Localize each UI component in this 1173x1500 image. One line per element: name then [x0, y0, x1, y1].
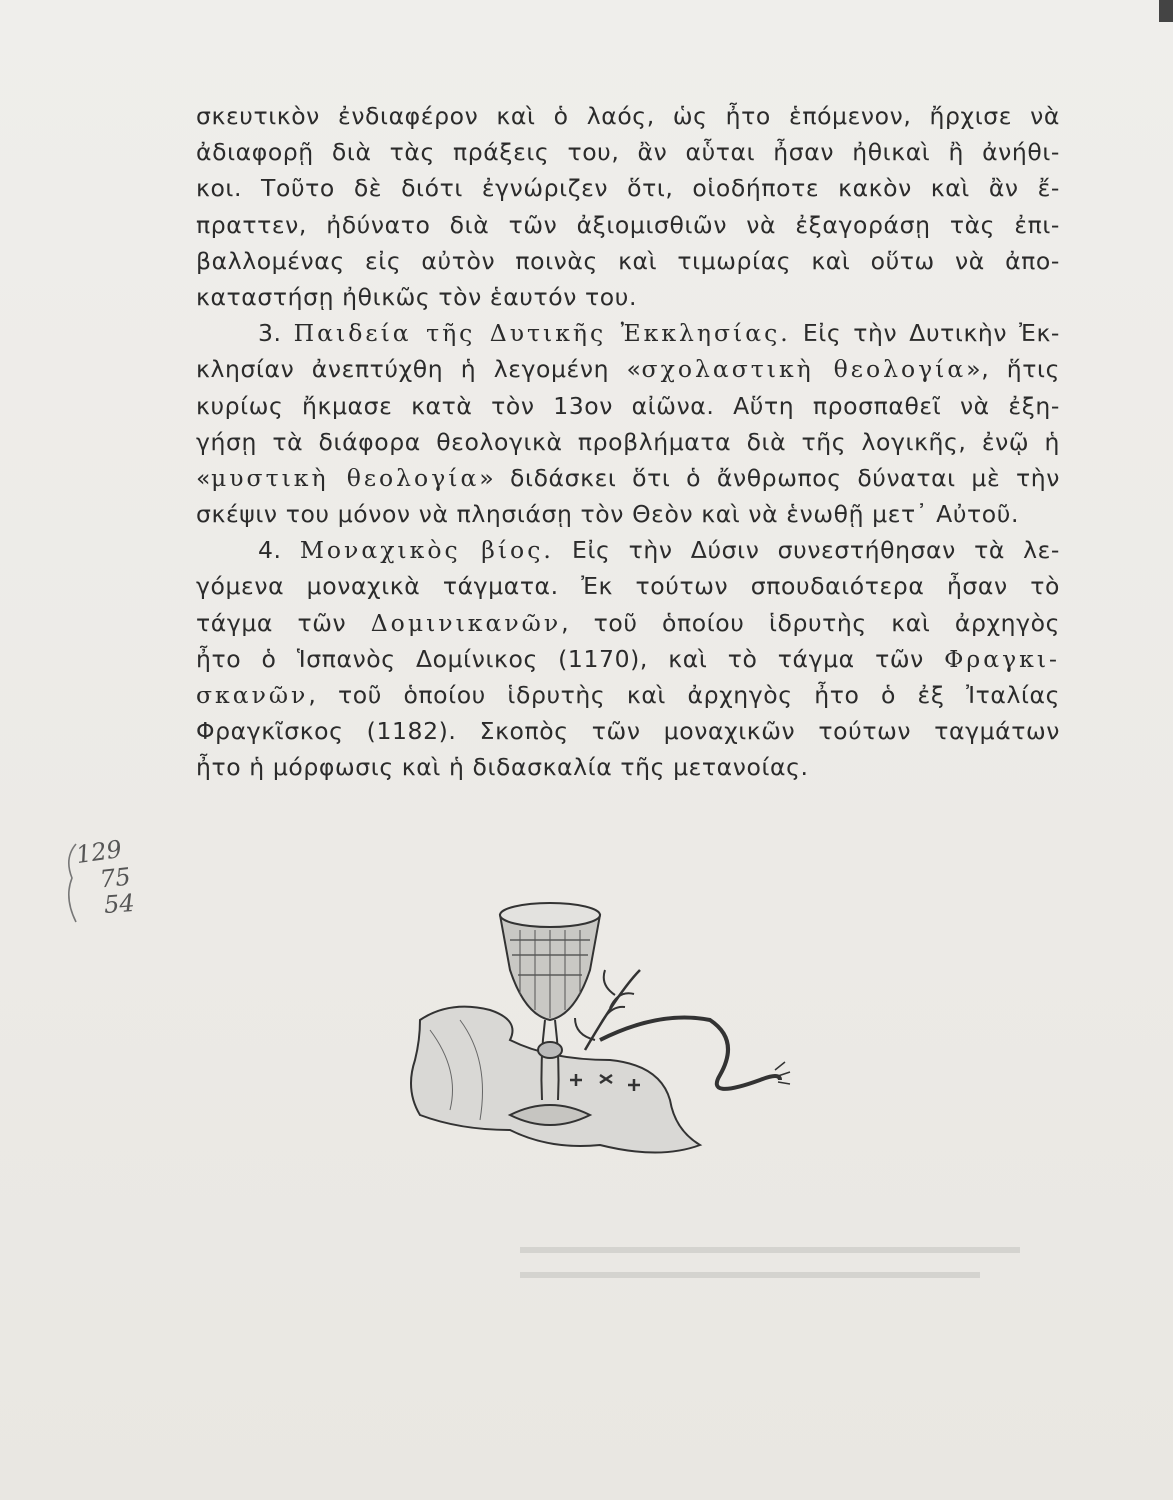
- p2-l2a: κλησίαν ἀνεπτύχθη ἡ λεγομένη «: [196, 355, 642, 384]
- p1-line-6: καταστήσῃ ἠθικῶς τὸν ἑαυτόν του.: [196, 282, 638, 311]
- p3-line-1: [196, 532, 1060, 568]
- term-dominicans: Δομινικανῶν: [370, 608, 562, 637]
- p3-l4a: ἦτο ὁ Ἱσπανὸς Δομίνικος (1170), καὶ τὸ τάγμα τῶν: [196, 644, 924, 673]
- p2-line-6: σκέψιν του μόνον νὰ πλησιάσῃ τὸν Θεὸν καὶ νὰ ἑνωθῇ μετ᾿ Αὐτοῦ.: [196, 500, 1020, 529]
- p2-line-3: κυρίως ἤκμασε κατὰ τὸν 13ον αἰῶνα. Αὕτη προσπαθεῖ νὰ ἐξη-: [196, 391, 1060, 420]
- p2-line-5: [196, 460, 1060, 496]
- p2-l2c: », ἥτις: [966, 355, 1060, 384]
- p2-line-4: γήσῃ τὰ διάφορα θεολογικὰ προβλήματα διὰ τῆς λογικῆς, ἐνῷ ἡ: [196, 427, 1060, 456]
- chalice-illustration-icon: [400, 900, 830, 1170]
- p3-l3c: , τοῦ ὁποίου ἱδρυτὴς καὶ ἀρχηγὸς: [561, 608, 1061, 637]
- margin-note-line-3: 54: [103, 888, 136, 920]
- term-scholastic-theology: σχολαστικὴ θεολογία: [641, 355, 967, 384]
- p2-line-1: [196, 315, 1060, 351]
- section-heading: Μοναχικὸς βίος.: [299, 536, 554, 565]
- bleed-through-marks: [520, 1230, 1040, 1290]
- term-mystical-theology: μυστικὴ θεολογία: [210, 463, 480, 492]
- section-heading: Παιδεία τῆς Δυτικῆς Ἐκκλησίας.: [293, 319, 791, 348]
- p1-line-1: σκευτικὸν ἐνδιαφέρον καὶ ὁ λαός, ὡς ἦτο ἑπόμενον, ἤρχισε νὰ: [196, 102, 1060, 130]
- p1-line-5: βαλλομένας εἰς αὐτὸν ποινὰς καὶ τιμωρίας καὶ οὕτω νὰ ἀπο-: [196, 246, 1060, 275]
- p3-line-7: ἦτο ἡ μόρφωσις καὶ ἡ διδασκαλία τῆς μετανοίας.: [196, 753, 809, 782]
- margin-note-line-1: 129: [74, 834, 124, 870]
- p3-line-2: γόμενα μοναχικὰ τάγματα. Ἐκ τούτων σπουδαιότερα ἦσαν τὸ: [196, 572, 1060, 601]
- p3-line-5: [196, 677, 1060, 713]
- margin-note-line-2: 75: [98, 862, 132, 894]
- p2-l5c: » διδάσκει ὅτι ὁ ἄνθρωπος δύναται μὲ τὴν: [479, 463, 1060, 492]
- handwritten-margin-note: [62, 834, 172, 928]
- p2-line-1-text: Εἰς τὴν Δυτικὴν Ἐκ-: [802, 319, 1060, 348]
- p3-l5b: , τοῦ ὁποίου ἱδρυτὴς καὶ ἀρχηγὸς ἦτο ὁ ἐξ Ἰταλίας: [308, 681, 1060, 709]
- term-francis-start: Φραγκι-: [944, 644, 1060, 673]
- p3-l3a: τάγμα τῶν: [196, 608, 347, 637]
- term-franciscans-end: σκανῶν: [196, 681, 309, 709]
- p1-line-3: κοι. Τοῦτο δὲ διότι ἐγνώριζεν ὅτι, οἱοδήποτε κακὸν καὶ ἂν ἔ-: [196, 174, 1060, 203]
- p3-line-1-text: Εἰς τὴν Δύσιν συνεστήθησαν τὰ λε-: [572, 536, 1060, 565]
- scan-edge: [1159, 0, 1173, 22]
- body-text: [196, 98, 1060, 786]
- p3-line-6: Φραγκῖσκος (1182). Σκοπὸς τῶν μοναχικῶν τούτων ταγμάτων: [196, 717, 1060, 746]
- p2-l5a: «: [196, 463, 211, 492]
- section-number: 3.: [258, 319, 282, 348]
- p1-line-2: ἀδιαφορῇ διὰ τὰς πράξεις του, ἂν αὗται ἦσαν ἠθικαὶ ἢ ἀνήθι-: [196, 138, 1060, 167]
- p2-line-2: [196, 351, 1060, 387]
- section-number: 4.: [258, 536, 282, 565]
- p1-line-4: πραττεν, ἠδύνατο διὰ τῶν ἀξιομισθιῶν νὰ ἐξαγοράσῃ τὰς ἐπι-: [196, 210, 1060, 239]
- p3-line-4: [196, 641, 1060, 677]
- p3-line-3: [196, 605, 1060, 641]
